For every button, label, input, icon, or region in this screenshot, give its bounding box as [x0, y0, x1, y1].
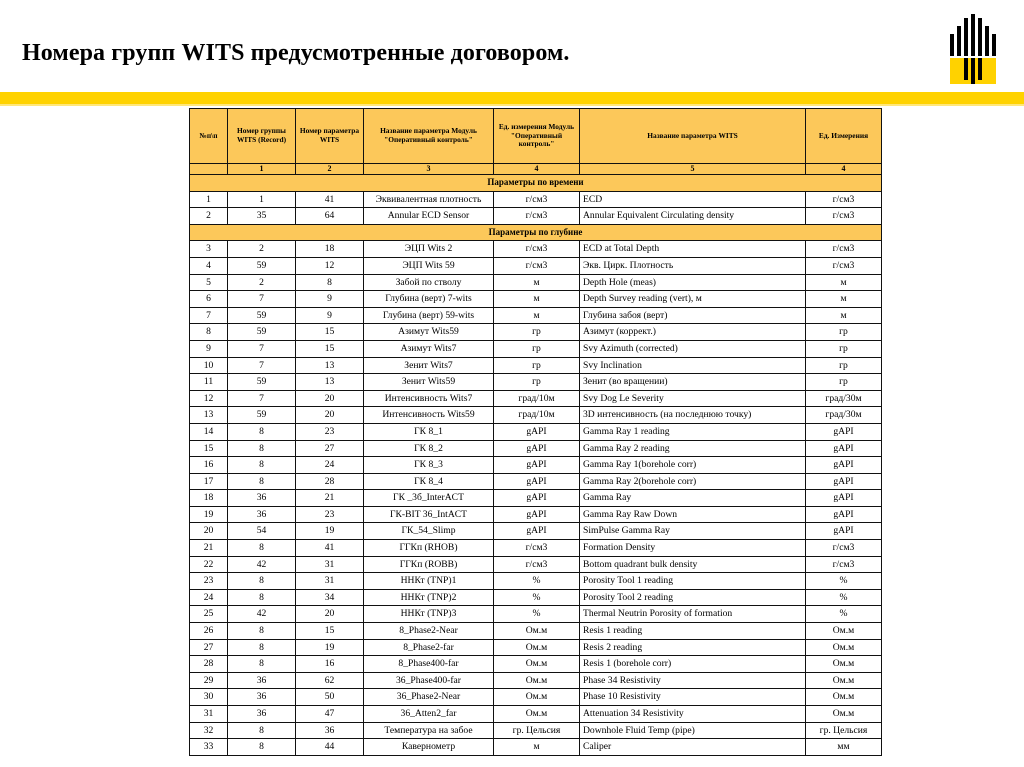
wits-param-name: Phase 10 Resistivity — [580, 689, 806, 706]
module-param-name: ГК 8_1 — [364, 423, 494, 440]
module-unit: gAPI — [494, 490, 580, 507]
header-number-module-param-name: 3 — [364, 164, 494, 175]
header-module-param-name: Название параметра Модуль "Оперативный контроль" — [364, 109, 494, 164]
module-param-name: 8_Phase2-far — [364, 639, 494, 656]
wits-param-name: Gamma Ray Raw Down — [580, 506, 806, 523]
module-param-name: ГК 8_3 — [364, 457, 494, 474]
table-row — [190, 340, 882, 357]
wits-group: 36 — [228, 689, 296, 706]
wits-unit: Ом.м — [806, 689, 882, 706]
row-number: 8 — [190, 324, 228, 341]
row-number: 29 — [190, 672, 228, 689]
wits-unit: г/см3 — [806, 257, 882, 274]
module-unit: г/см3 — [494, 257, 580, 274]
wits-param-name: SimPulse Gamma Ray — [580, 523, 806, 540]
wits-param: 21 — [296, 490, 364, 507]
wits-group: 42 — [228, 606, 296, 623]
module-param-name: Забой по стволу — [364, 274, 494, 291]
wits-group: 7 — [228, 340, 296, 357]
module-param-name: Кавернометр — [364, 739, 494, 756]
wits-unit: м — [806, 274, 882, 291]
table-row — [190, 241, 882, 258]
module-unit: м — [494, 274, 580, 291]
row-number: 4 — [190, 257, 228, 274]
wits-group: 59 — [228, 374, 296, 391]
module-unit: % — [494, 606, 580, 623]
table-row — [190, 706, 882, 723]
module-unit: м — [494, 739, 580, 756]
row-number: 18 — [190, 490, 228, 507]
table-row — [190, 490, 882, 507]
module-param-name: Глубина (верт) 7-wits — [364, 291, 494, 308]
wits-param-name: Resis 1 (borehole corr) — [580, 656, 806, 673]
wits-param: 15 — [296, 623, 364, 640]
row-number: 27 — [190, 639, 228, 656]
wits-unit: Ом.м — [806, 639, 882, 656]
table-row — [190, 374, 882, 391]
wits-group: 8 — [228, 440, 296, 457]
wits-param: 13 — [296, 357, 364, 374]
row-number: 9 — [190, 340, 228, 357]
module-param-name: ГК-BIT 36_IntACT — [364, 506, 494, 523]
section-header-row — [190, 224, 882, 241]
wits-unit: gAPI — [806, 506, 882, 523]
wits-param-name: Depth Hole (meas) — [580, 274, 806, 291]
wits-group: 36 — [228, 506, 296, 523]
module-param-name: Глубина (верт) 59-wits — [364, 307, 494, 324]
module-param-name: 36_Phase400-far — [364, 672, 494, 689]
wits-param: 24 — [296, 457, 364, 474]
wits-group: 59 — [228, 324, 296, 341]
wits-param: 41 — [296, 540, 364, 557]
wits-param: 62 — [296, 672, 364, 689]
table-row — [190, 423, 882, 440]
table-row — [190, 390, 882, 407]
module-unit: г/см3 — [494, 556, 580, 573]
module-param-name: Интенсивность Wits59 — [364, 407, 494, 424]
wits-group: 59 — [228, 307, 296, 324]
wits-group: 8 — [228, 589, 296, 606]
table-row — [190, 473, 882, 490]
module-param-name: ГГКп (RHOB) — [364, 540, 494, 557]
wits-param-name: Gamma Ray 1 reading — [580, 423, 806, 440]
wits-unit: gAPI — [806, 457, 882, 474]
row-number: 23 — [190, 573, 228, 590]
wits-param-name: Thermal Neutrin Porosity of formation — [580, 606, 806, 623]
wits-param: 15 — [296, 324, 364, 341]
module-param-name: ГК _3б_InterACT — [364, 490, 494, 507]
wits-param: 15 — [296, 340, 364, 357]
wits-unit: gAPI — [806, 490, 882, 507]
wits-group: 2 — [228, 274, 296, 291]
row-number: 1 — [190, 191, 228, 208]
wits-unit: град/30м — [806, 390, 882, 407]
table-row — [190, 257, 882, 274]
module-unit: гр — [494, 340, 580, 357]
wits-param-name: Зенит (во вращении) — [580, 374, 806, 391]
wits-group: 36 — [228, 706, 296, 723]
wits-unit: г/см3 — [806, 208, 882, 225]
row-number: 21 — [190, 540, 228, 557]
wits-unit: Ом.м — [806, 672, 882, 689]
module-unit: г/см3 — [494, 241, 580, 258]
wits-param-name: Экв. Цирк. Плотность — [580, 257, 806, 274]
wits-group: 8 — [228, 423, 296, 440]
row-number: 19 — [190, 506, 228, 523]
wits-group: 8 — [228, 639, 296, 656]
wits-param-name: Porosity Tool 2 reading — [580, 589, 806, 606]
wits-unit: м — [806, 291, 882, 308]
module-param-name: Annular ECD Sensor — [364, 208, 494, 225]
wits-unit: г/см3 — [806, 556, 882, 573]
module-unit: гр — [494, 324, 580, 341]
module-unit: Ом.м — [494, 639, 580, 656]
wits-param-name: Depth Survey reading (vert), м — [580, 291, 806, 308]
wits-group: 8 — [228, 722, 296, 739]
wits-param: 36 — [296, 722, 364, 739]
wits-param: 47 — [296, 706, 364, 723]
wits-group: 36 — [228, 490, 296, 507]
table-row — [190, 274, 882, 291]
wits-table — [189, 108, 882, 756]
wits-param: 18 — [296, 241, 364, 258]
module-unit: град/10м — [494, 390, 580, 407]
wits-unit: г/см3 — [806, 191, 882, 208]
module-param-name: Эквивалентная плотность — [364, 191, 494, 208]
wits-group: 8 — [228, 473, 296, 490]
wits-param: 31 — [296, 556, 364, 573]
wits-param: 50 — [296, 689, 364, 706]
wits-unit: м — [806, 307, 882, 324]
module-unit: Ом.м — [494, 689, 580, 706]
wits-group: 54 — [228, 523, 296, 540]
table-row — [190, 523, 882, 540]
table-row — [190, 606, 882, 623]
module-unit: gAPI — [494, 473, 580, 490]
wits-group: 36 — [228, 672, 296, 689]
module-param-name: 36_Phase2-Near — [364, 689, 494, 706]
row-number: 25 — [190, 606, 228, 623]
module-param-name: ННКт (TNP)1 — [364, 573, 494, 590]
row-number: 14 — [190, 423, 228, 440]
row-number: 10 — [190, 357, 228, 374]
wits-param-name: Downhole Fluid Temp (pipe) — [580, 722, 806, 739]
table-row — [190, 357, 882, 374]
wits-unit: gAPI — [806, 523, 882, 540]
module-unit: gAPI — [494, 457, 580, 474]
table-row — [190, 208, 882, 225]
wits-unit: % — [806, 573, 882, 590]
page-title: Номера групп WITS предусмотренные договором. — [22, 40, 570, 66]
wits-group: 59 — [228, 407, 296, 424]
table-row — [190, 407, 882, 424]
wits-unit: гр — [806, 374, 882, 391]
table-row — [190, 457, 882, 474]
module-unit: г/см3 — [494, 540, 580, 557]
wits-group: 42 — [228, 556, 296, 573]
module-param-name: ННКт (TNP)2 — [364, 589, 494, 606]
wits-unit: Ом.м — [806, 623, 882, 640]
table-row — [190, 291, 882, 308]
wits-param: 16 — [296, 656, 364, 673]
wits-unit: gAPI — [806, 440, 882, 457]
row-number: 7 — [190, 307, 228, 324]
table-row — [190, 556, 882, 573]
module-unit: гр. Цельсия — [494, 722, 580, 739]
wits-param: 23 — [296, 423, 364, 440]
row-number: 20 — [190, 523, 228, 540]
module-param-name: Интенсивность Wits7 — [364, 390, 494, 407]
table-row — [190, 656, 882, 673]
module-unit: % — [494, 573, 580, 590]
wits-group: 7 — [228, 291, 296, 308]
module-param-name: Температура на забое — [364, 722, 494, 739]
module-unit: gAPI — [494, 440, 580, 457]
row-number: 30 — [190, 689, 228, 706]
module-param-name: ГК 8_4 — [364, 473, 494, 490]
wits-group: 7 — [228, 357, 296, 374]
row-number: 16 — [190, 457, 228, 474]
row-number: 22 — [190, 556, 228, 573]
module-param-name: 36_Atten2_far — [364, 706, 494, 723]
row-number: 2 — [190, 208, 228, 225]
wits-param: 20 — [296, 606, 364, 623]
table-row — [190, 506, 882, 523]
header-wits-param-name: Название параметра WITS — [580, 109, 806, 164]
table-row — [190, 639, 882, 656]
row-number: 33 — [190, 739, 228, 756]
module-unit: gAPI — [494, 506, 580, 523]
wits-param-name: Resis 1 reading — [580, 623, 806, 640]
wits-param-name: Svy Dog Le Severity — [580, 390, 806, 407]
wits-param-name: Азимут (коррект.) — [580, 324, 806, 341]
row-number: 11 — [190, 374, 228, 391]
module-unit: % — [494, 589, 580, 606]
wits-unit: % — [806, 589, 882, 606]
module-unit: град/10м — [494, 407, 580, 424]
wits-unit: gAPI — [806, 473, 882, 490]
table-header-number-row — [190, 164, 882, 175]
wits-param: 9 — [296, 307, 364, 324]
wits-param: 23 — [296, 506, 364, 523]
module-param-name: Зенит Wits59 — [364, 374, 494, 391]
section-title: Параметры по глубине — [190, 224, 882, 241]
wits-unit: гр. Цельсия — [806, 722, 882, 739]
wits-param: 41 — [296, 191, 364, 208]
module-param-name: ГГКп (ROBB) — [364, 556, 494, 573]
module-unit: м — [494, 291, 580, 308]
wits-param: 9 — [296, 291, 364, 308]
module-param-name: Азимут Wits7 — [364, 340, 494, 357]
wits-unit: гр — [806, 324, 882, 341]
module-unit: г/см3 — [494, 208, 580, 225]
row-number: 17 — [190, 473, 228, 490]
wits-param-name: Caliper — [580, 739, 806, 756]
table-row — [190, 672, 882, 689]
wits-group: 8 — [228, 457, 296, 474]
wits-param: 20 — [296, 390, 364, 407]
module-param-name: Азимут Wits59 — [364, 324, 494, 341]
table-header-row — [190, 109, 882, 164]
wits-param: 27 — [296, 440, 364, 457]
section-header-row — [190, 175, 882, 192]
wits-param: 64 — [296, 208, 364, 225]
wits-param-name: Глубина забоя (верт) — [580, 307, 806, 324]
module-unit: Ом.м — [494, 623, 580, 640]
module-unit: gAPI — [494, 523, 580, 540]
wits-param-name: Resis 2 reading — [580, 639, 806, 656]
wits-param-name: Annular Equivalent Circulating density — [580, 208, 806, 225]
row-number: 31 — [190, 706, 228, 723]
wits-unit: % — [806, 606, 882, 623]
header-number-wits-param: 2 — [296, 164, 364, 175]
wits-param-name: Porosity Tool 1 reading — [580, 573, 806, 590]
header-number-row-number — [190, 164, 228, 175]
table-row — [190, 324, 882, 341]
accent-band-light — [0, 104, 1024, 106]
wits-unit: г/см3 — [806, 540, 882, 557]
header-wits-group: Номер группы WITS (Record) — [228, 109, 296, 164]
wits-param-name: Gamma Ray — [580, 490, 806, 507]
module-param-name: ГК 8_2 — [364, 440, 494, 457]
wits-group: 35 — [228, 208, 296, 225]
wits-param: 13 — [296, 374, 364, 391]
module-unit: м — [494, 307, 580, 324]
wits-unit: гр — [806, 340, 882, 357]
wits-unit: gAPI — [806, 423, 882, 440]
wits-group: 8 — [228, 540, 296, 557]
row-number: 12 — [190, 390, 228, 407]
wits-group: 8 — [228, 656, 296, 673]
row-number: 13 — [190, 407, 228, 424]
module-param-name: ГК_54_Slimp — [364, 523, 494, 540]
wits-param-name: Svy Azimuth (corrected) — [580, 340, 806, 357]
wits-param: 28 — [296, 473, 364, 490]
table-row — [190, 623, 882, 640]
row-number: 5 — [190, 274, 228, 291]
module-unit: Ом.м — [494, 672, 580, 689]
wits-param: 20 — [296, 407, 364, 424]
table-row — [190, 191, 882, 208]
row-number: 28 — [190, 656, 228, 673]
wits-group: 2 — [228, 241, 296, 258]
wits-unit: град/30м — [806, 407, 882, 424]
row-number: 15 — [190, 440, 228, 457]
wits-param: 19 — [296, 639, 364, 656]
wits-param: 8 — [296, 274, 364, 291]
row-number: 3 — [190, 241, 228, 258]
wits-param: 44 — [296, 739, 364, 756]
wits-param-name: Gamma Ray 2(borehole corr) — [580, 473, 806, 490]
table-row — [190, 307, 882, 324]
section-title: Параметры по времени — [190, 175, 882, 192]
header-number-wits-group: 1 — [228, 164, 296, 175]
header-module-unit: Ед. измерения Модуль "Оперативный контроль" — [494, 109, 580, 164]
module-param-name: ЭЦП Wits 59 — [364, 257, 494, 274]
wits-group: 1 — [228, 191, 296, 208]
table-row — [190, 722, 882, 739]
wits-param-name: Phase 34 Resistivity — [580, 672, 806, 689]
module-unit: гр — [494, 357, 580, 374]
table-row — [190, 540, 882, 557]
module-param-name: ЭЦП Wits 2 — [364, 241, 494, 258]
wits-param-name: Gamma Ray 1(borehole corr) — [580, 457, 806, 474]
header-number-module-unit: 4 — [494, 164, 580, 175]
table-row — [190, 739, 882, 756]
wits-param: 34 — [296, 589, 364, 606]
row-number: 32 — [190, 722, 228, 739]
module-unit: гр — [494, 374, 580, 391]
module-param-name: 8_Phase400-far — [364, 656, 494, 673]
rosneft-logo-icon — [940, 14, 1004, 84]
wits-unit: Ом.м — [806, 656, 882, 673]
module-unit: Ом.м — [494, 706, 580, 723]
wits-group: 7 — [228, 390, 296, 407]
wits-group: 8 — [228, 739, 296, 756]
header-wits-param: Номер параметра WITS — [296, 109, 364, 164]
module-param-name: 8_Phase2-Near — [364, 623, 494, 640]
wits-unit: Ом.м — [806, 706, 882, 723]
module-unit: г/см3 — [494, 191, 580, 208]
wits-unit: гр — [806, 357, 882, 374]
wits-param-name: ECD — [580, 191, 806, 208]
row-number: 24 — [190, 589, 228, 606]
header-number-wits-param-name: 5 — [580, 164, 806, 175]
wits-param: 19 — [296, 523, 364, 540]
table-row — [190, 573, 882, 590]
module-unit: gAPI — [494, 423, 580, 440]
module-param-name: ННКт (TNP)3 — [364, 606, 494, 623]
wits-group: 59 — [228, 257, 296, 274]
wits-param-name: Gamma Ray 2 reading — [580, 440, 806, 457]
header-wits-unit: Ед. Измерения — [806, 109, 882, 164]
wits-param-name: Attenuation 34 Resistivity — [580, 706, 806, 723]
table-row — [190, 689, 882, 706]
wits-unit: мм — [806, 739, 882, 756]
wits-param-name: Formation Density — [580, 540, 806, 557]
module-unit: Ом.м — [494, 656, 580, 673]
wits-param-name: Bottom quadrant bulk density — [580, 556, 806, 573]
wits-param: 12 — [296, 257, 364, 274]
module-param-name: Зенит Wits7 — [364, 357, 494, 374]
table-row — [190, 589, 882, 606]
wits-group: 8 — [228, 573, 296, 590]
wits-param-name: 3D интенсивность (на последнюю точку) — [580, 407, 806, 424]
row-number: 6 — [190, 291, 228, 308]
wits-group: 8 — [228, 623, 296, 640]
accent-band — [0, 92, 1024, 104]
wits-unit: г/см3 — [806, 241, 882, 258]
wits-param-name: ECD at Total Depth — [580, 241, 806, 258]
header-row-number: №п\п — [190, 109, 228, 164]
wits-param: 31 — [296, 573, 364, 590]
header-number-wits-unit: 4 — [806, 164, 882, 175]
table-row — [190, 440, 882, 457]
wits-param-name: Svy Inclination — [580, 357, 806, 374]
row-number: 26 — [190, 623, 228, 640]
